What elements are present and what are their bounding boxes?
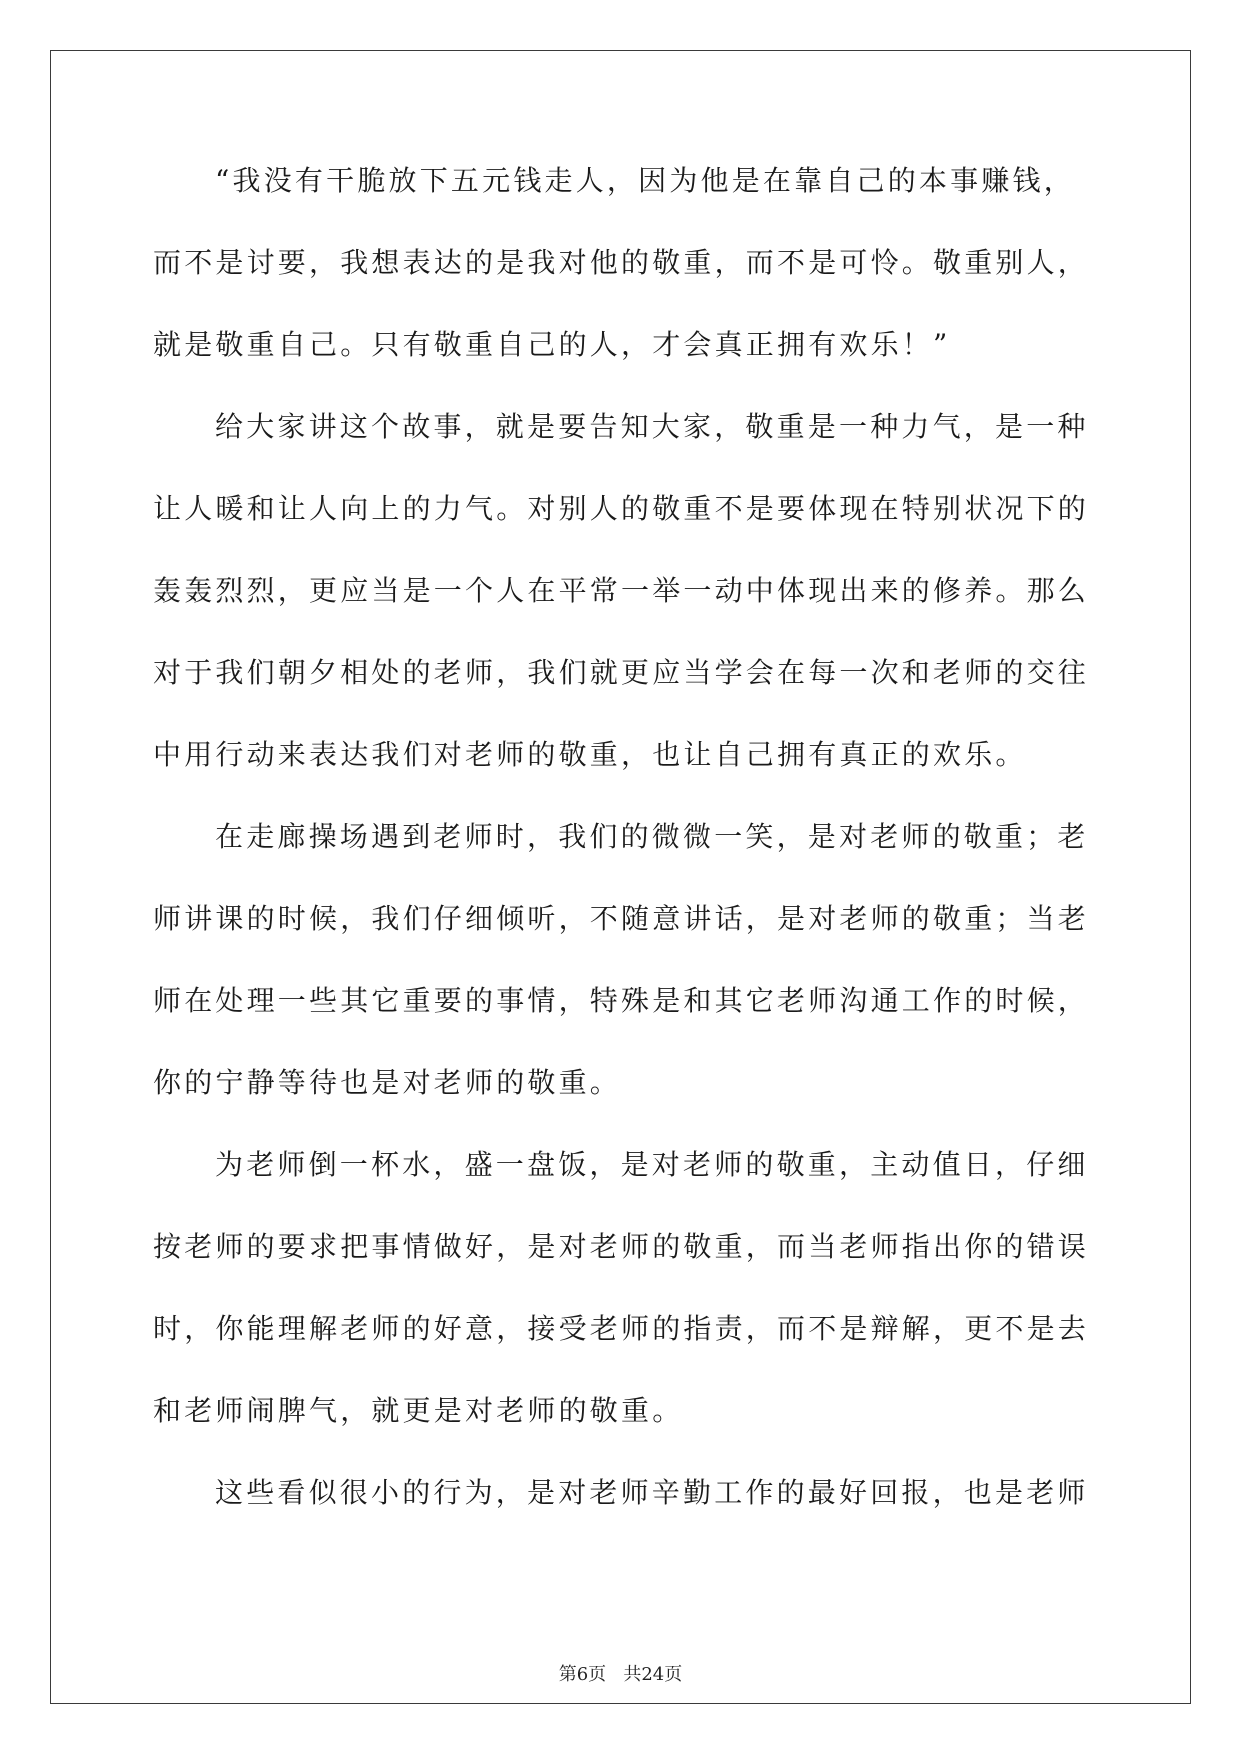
text-line: “我没有干脆放下五元钱走人，因为他是在靠自己的本事赚钱， [215, 164, 1075, 197]
text-line: 在走廊操场遇到老师时，我们的微微一笑，是对老师的敬重；老 [215, 820, 1089, 853]
text-line: 轰轰烈烈，更应当是一个人在平常一举一动中体现出来的修养。那么 [153, 574, 1090, 607]
text-line: 对于我们朝夕相处的老师，我们就更应当学会在每一次和老师的交往 [153, 656, 1090, 689]
text-line: 就是敬重自己。只有敬重自己的人，才会真正拥有欢乐！” [153, 328, 951, 361]
text-line: 而不是讨要，我想表达的是我对他的敬重，而不是可怜。敬重别人， [153, 246, 1090, 279]
text-line: 时，你能理解老师的好意，接受老师的指责，而不是辩解，更不是去 [153, 1312, 1090, 1345]
footer-spacer [606, 1664, 623, 1685]
page-total: 共24页 [623, 1664, 683, 1685]
text-line: 师讲课的时候，我们仔细倾听，不随意讲话，是对老师的敬重；当老 [153, 902, 1090, 935]
page-number: 第6页 [558, 1664, 607, 1685]
text-line: 师在处理一些其它重要的事情，特殊是和其它老师沟通工作的时候， [153, 984, 1090, 1017]
text-line: 中用行动来表达我们对老师的敬重，也让自己拥有真正的欢乐。 [153, 738, 1027, 771]
document-body [153, 166, 1088, 1560]
text-line: 给大家讲这个故事，就是要告知大家，敬重是一种力气，是一种 [215, 410, 1089, 443]
text-line: 按老师的要求把事情做好，是对老师的敬重，而当老师指出你的错误 [153, 1230, 1090, 1263]
text-line: 让人暖和让人向上的力气。对别人的敬重不是要体现在特别状况下的 [153, 492, 1090, 525]
text-line: 这些看似很小的行为，是对老师辛勤工作的最好回报，也是老师 [215, 1476, 1089, 1509]
text-line: 为老师倒一杯水，盛一盘饭，是对老师的敬重，主动值日，仔细 [215, 1148, 1089, 1181]
text-line: 你的宁静等待也是对老师的敬重。 [153, 1066, 622, 1099]
text-line: 和老师闹脾气，就更是对老师的敬重。 [153, 1394, 684, 1427]
page-footer [0, 1660, 1241, 1686]
